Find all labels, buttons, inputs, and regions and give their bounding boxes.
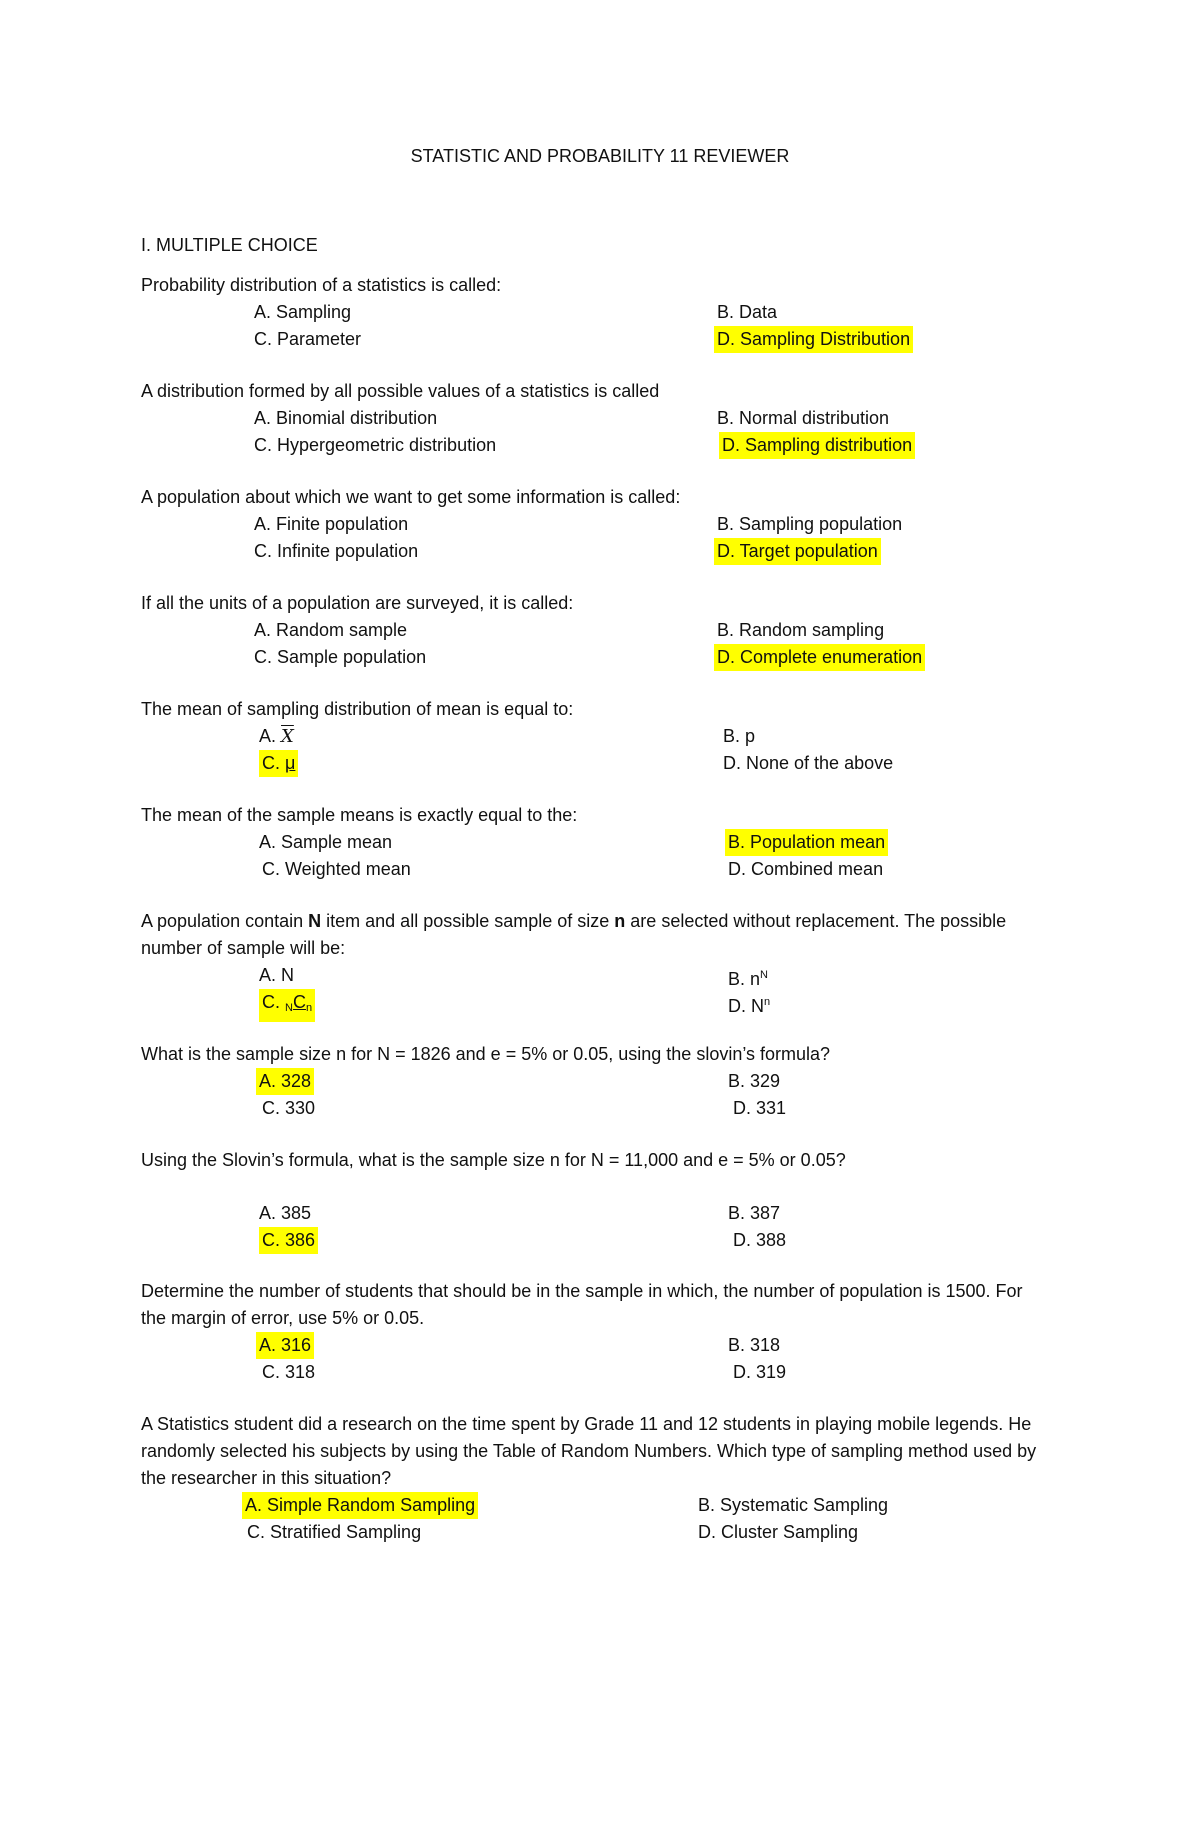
- stem-text: are selected without replacement. The possible number of sample will be:: [141, 911, 1007, 958]
- option-d: D. 331: [733, 1098, 787, 1118]
- option-c: C. Weighted mean: [262, 859, 411, 879]
- question-stem: The mean of sampling distribution of mean is equal to:: [141, 699, 574, 719]
- option-a: [259, 723, 294, 750]
- option-a: A. Finite population: [254, 514, 409, 534]
- question-10: [141, 1278, 1041, 1382]
- stem-bold-N: N: [308, 911, 322, 931]
- option-d: [728, 989, 770, 1020]
- option-label: C.: [262, 992, 286, 1012]
- superscript: n: [764, 996, 771, 1008]
- option-c: C. Stratified Sampling: [247, 1522, 422, 1542]
- option-b: B. Data: [717, 302, 778, 322]
- option-a: A. Random sample: [254, 620, 408, 640]
- option-d-correct: D. Sampling Distribution: [714, 326, 913, 353]
- stem-text: A population contain: [141, 911, 309, 931]
- question-3: [141, 484, 1041, 561]
- question-5: [141, 696, 1041, 773]
- question-stem: [141, 908, 1041, 962]
- option-b: B. 387: [728, 1203, 781, 1223]
- question-stem: Determine the number of students that should be in the sample in which, the number of population is 1500. For the margin of error, use 5% or 0.05.: [141, 1281, 1023, 1328]
- option-c: C. Hypergeometric distribution: [254, 435, 497, 455]
- option-b: B. Random sampling: [717, 620, 885, 640]
- question-1: [141, 272, 1041, 349]
- option-b: B. Normal distribution: [717, 408, 890, 428]
- option-c: C. Sample population: [254, 647, 427, 667]
- option-b: B. 318: [728, 1335, 781, 1355]
- question-stem: Probability distribution of a statistics is called:: [141, 275, 502, 295]
- question-stem: What is the sample size n for N = 1826 and e = 5% or 0.05, using the slovin’s formula?: [141, 1044, 831, 1064]
- x-bar-symbol: $\overline{X}$: [281, 726, 294, 747]
- option-c-correct: [259, 750, 298, 777]
- option-d-correct: D. Complete enumeration: [714, 644, 925, 671]
- option-b: B. Sampling population: [717, 514, 903, 534]
- combination-C: C: [292, 992, 306, 1012]
- question-9: [141, 1147, 1041, 1250]
- question-stem: Using the Slovin’s formula, what is the sample size n for N = 11,000 and e = 5% or 0.05?: [141, 1150, 846, 1170]
- option-a-correct: A. Simple Random Sampling: [242, 1492, 478, 1519]
- superscript: N: [760, 969, 768, 981]
- option-a: A. N: [259, 965, 295, 985]
- option-a-correct: A. 328: [256, 1068, 314, 1095]
- option-b-correct: B. Population mean: [725, 829, 888, 856]
- section-heading: I. MULTIPLE CHOICE: [141, 235, 318, 255]
- question-8: [141, 1041, 1041, 1118]
- option-label: C.: [262, 753, 286, 773]
- option-c: C. 330: [262, 1098, 316, 1118]
- document-title: STATISTIC AND PROBABILITY 11 REVIEWER: [410, 146, 790, 166]
- option-d-correct: D. Sampling distribution: [719, 432, 915, 459]
- option-d-correct: D. Target population: [714, 538, 881, 565]
- question-4: [141, 590, 1041, 667]
- option-a: A. Sampling: [254, 302, 352, 322]
- option-a: A. Binomial distribution: [254, 408, 438, 428]
- question-7: [141, 908, 1041, 1016]
- option-label: B. n: [728, 969, 761, 989]
- option-c: C. Parameter: [254, 329, 362, 349]
- option-c-correct: [259, 989, 315, 1022]
- option-label: A.: [259, 726, 282, 746]
- question-stem: The mean of the sample means is exactly equal to the:: [141, 805, 578, 825]
- option-d: D. None of the above: [723, 753, 894, 773]
- option-d: D. 319: [733, 1362, 787, 1382]
- option-a: A. Sample mean: [259, 832, 393, 852]
- option-d: D. 388: [733, 1230, 787, 1250]
- question-stem: A population about which we want to get some information is called:: [141, 487, 681, 507]
- option-a: A. 385: [259, 1203, 312, 1223]
- option-d: D. Combined mean: [728, 859, 884, 879]
- question-stem: A distribution formed by all possible values of a statistics is called: [141, 381, 660, 401]
- question-stem: A Statistics student did a research on the time spent by Grade 11 and 12 students in playing mobile legends. He randomly selected his subjects by using the Table of Random Numbers. Which type of sampling method used by the researcher in this situation?: [141, 1414, 1037, 1488]
- subscript-N: N: [285, 1002, 293, 1014]
- option-d: D. Cluster Sampling: [698, 1522, 859, 1542]
- option-a-correct: A. 316: [256, 1332, 314, 1359]
- option-c: C. 318: [262, 1362, 316, 1382]
- question-6: [141, 802, 1041, 879]
- option-b: B. p: [723, 726, 756, 746]
- mu-symbol: μ: [285, 753, 296, 773]
- subscript-n: n: [305, 1002, 313, 1014]
- question-stem: If all the units of a population are surveyed, it is called:: [141, 593, 574, 613]
- stem-bold-n: n: [614, 911, 626, 931]
- question-2: [141, 378, 1041, 455]
- option-b: B. 329: [728, 1071, 781, 1091]
- option-c: C. Infinite population: [254, 541, 419, 561]
- option-c-correct: C. 386: [259, 1227, 318, 1254]
- stem-text: item and all possible sample of size: [321, 911, 615, 931]
- question-11: [141, 1411, 1041, 1542]
- option-b: B. Systematic Sampling: [698, 1495, 889, 1515]
- option-label: D. N: [728, 996, 764, 1016]
